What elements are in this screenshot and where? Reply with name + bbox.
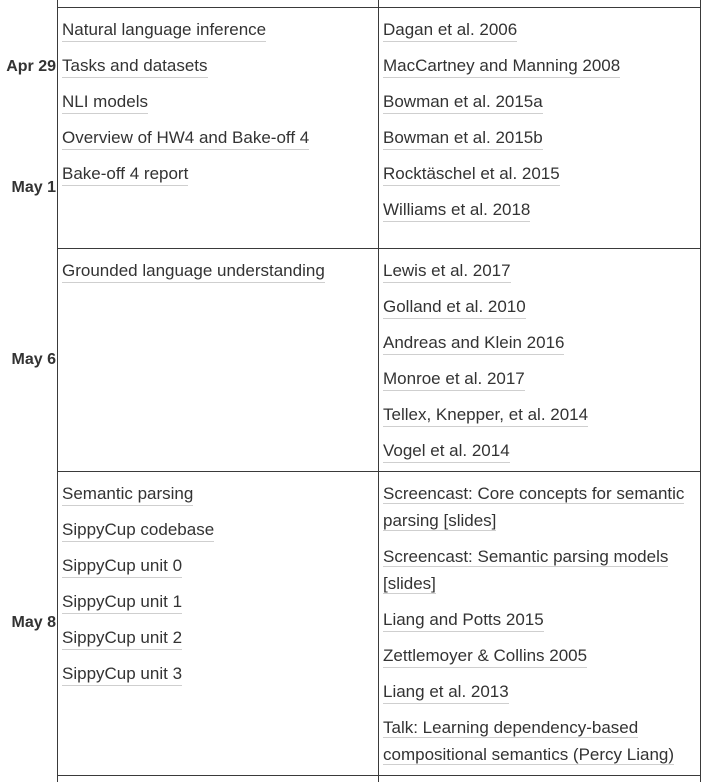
- reading-link[interactable]: Liang et al. 2013: [383, 682, 509, 704]
- date-cell: May 1: [11, 179, 56, 196]
- reading-link[interactable]: Andreas and Klein 2016: [383, 333, 564, 355]
- topic-link[interactable]: SippyCup unit 2: [62, 628, 182, 650]
- reading-link[interactable]: Bowman et al. 2015a: [383, 92, 543, 114]
- date-cell: May 8: [11, 614, 56, 631]
- reading-link[interactable]: Screencast: Core concepts for semantic parsing [slides]: [383, 484, 685, 530]
- col-divider-right: [700, 0, 701, 782]
- topic-link[interactable]: SippyCup codebase: [62, 520, 214, 542]
- date-cell: Apr 29: [6, 58, 56, 75]
- reading-link[interactable]: Vogel et al. 2014: [383, 441, 510, 463]
- reading-link[interactable]: Talk: Learning dependency-based compositional semantics (Percy Liang): [383, 718, 675, 764]
- topic-link[interactable]: NLI models: [62, 92, 148, 114]
- topic-link[interactable]: SippyCup unit 3: [62, 664, 182, 686]
- row-divider-2: [57, 471, 701, 472]
- topic-link[interactable]: Overview of HW4 and Bake-off 4: [62, 128, 309, 150]
- topic-link[interactable]: SippyCup unit 1: [62, 592, 182, 614]
- topic-link[interactable]: Bake-off 4 report: [62, 164, 188, 186]
- reading-link[interactable]: Williams et al. 2018: [383, 200, 530, 222]
- reading-link[interactable]: Tellex, Knepper, et al. 2014: [383, 405, 588, 427]
- reading-link[interactable]: Zettlemoyer & Collins 2005: [383, 646, 587, 668]
- reading-link[interactable]: Monroe et al. 2017: [383, 369, 525, 391]
- topic-link[interactable]: Natural language inference: [62, 20, 266, 42]
- reading-link[interactable]: Golland et al. 2010: [383, 297, 526, 319]
- reading-link[interactable]: Lewis et al. 2017: [383, 261, 511, 283]
- col-divider-mid: [378, 0, 379, 782]
- reading-link[interactable]: Bowman et al. 2015b: [383, 128, 543, 150]
- topic-link[interactable]: Tasks and datasets: [62, 56, 208, 78]
- reading-link[interactable]: Liang and Potts 2015: [383, 610, 544, 632]
- reading-link[interactable]: MacCartney and Manning 2008: [383, 56, 620, 78]
- row-divider-3: [57, 775, 701, 776]
- col-divider-left: [57, 0, 58, 782]
- row-divider-top: [57, 7, 701, 8]
- topic-link[interactable]: Semantic parsing: [62, 484, 193, 506]
- date-cell: May 6: [11, 351, 56, 368]
- reading-link[interactable]: Screencast: Semantic parsing models [slides]: [383, 547, 669, 593]
- topic-link[interactable]: Grounded language understanding: [62, 261, 325, 283]
- row-divider-1: [57, 248, 701, 249]
- topic-link[interactable]: SippyCup unit 0: [62, 556, 182, 578]
- reading-link[interactable]: Dagan et al. 2006: [383, 20, 517, 42]
- reading-link[interactable]: Rocktäschel et al. 2015: [383, 164, 560, 186]
